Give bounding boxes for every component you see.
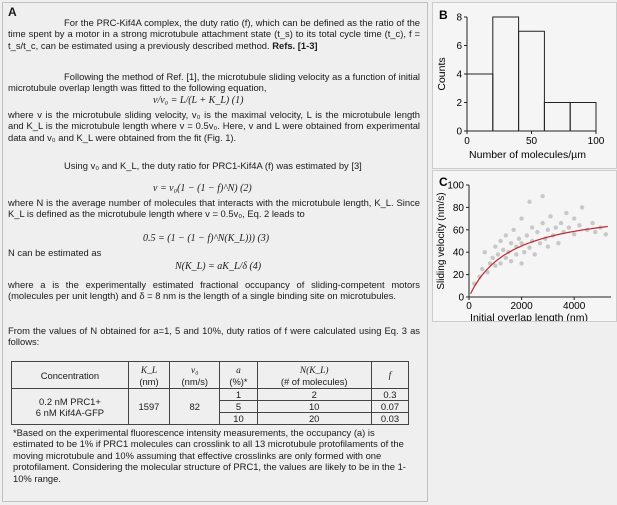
panel-label-a: A	[8, 5, 17, 19]
cell-a: 5	[220, 401, 257, 413]
x-axis-label: Initial overlap length (nm)	[470, 312, 588, 321]
data-point	[580, 205, 584, 209]
refs-link[interactable]: Refs. [1-3]	[272, 39, 318, 51]
data-point	[548, 214, 552, 218]
equation-3: 0.5 = (1 − (1 − f)^N(K_L))) (3)	[143, 233, 270, 244]
cell-v0: 82	[170, 389, 220, 425]
data-point	[533, 252, 537, 256]
data-point	[535, 230, 539, 234]
data-point	[530, 225, 534, 229]
data-point	[593, 230, 597, 234]
header-a: a (%)*	[220, 362, 257, 389]
data-point	[556, 241, 560, 245]
y-tick-label: 2	[456, 98, 462, 109]
data-point	[512, 228, 516, 232]
paragraph-method: Following the method of Ref. [1], the microtubule sliding velocity as a function of initial microtubule overlap length was fitted to the following equation,	[8, 71, 420, 94]
cell-n: 20	[257, 413, 371, 425]
data-point	[501, 248, 505, 252]
data-point	[564, 211, 568, 215]
panel-label-b: B	[439, 8, 448, 22]
y-axis-label: Counts	[436, 57, 448, 91]
histogram-bar	[467, 74, 493, 131]
paragraph-duty-ratio: For the PRC-Kif4A complex, the duty ratio (f), which can be defined as the ratio of the time spent by a motor in a strong microtubule attachment state (t_s) to its total cycle time (t_c), f = t_s/t_c, can be estimated using a previously described method. Refs. [1-3]	[8, 17, 420, 51]
data-point	[527, 200, 531, 204]
data-point	[527, 246, 531, 250]
y-tick-label: 100	[447, 180, 464, 192]
paragraph-n-estimate: N can be estimated as	[8, 247, 102, 258]
table-footnote: *Based on the experimental fluorescence intensity measurements, the occupancy (a) is estimated to be 1% if PRC1 molecules can crosslink to all 13 microtubule protofilaments of the moving microtubule and 10% assuming that effective crosslinks are only formed with one protofilament. Considering the molecular structure of PRC1, the values are likely to be in the 1-10% range.	[13, 427, 406, 484]
y-tick-label: 0	[458, 292, 464, 304]
y-tick-label: 0	[456, 126, 462, 138]
data-point	[498, 261, 502, 265]
cell-kl: 1597	[128, 389, 169, 425]
y-tick-label: 80	[452, 202, 464, 214]
data-point	[514, 252, 518, 256]
fit-curve	[471, 227, 608, 294]
cell-n: 10	[257, 401, 371, 413]
cell-f: 0.3	[371, 389, 408, 401]
panel-label-c: C	[439, 175, 448, 189]
data-point	[572, 216, 576, 220]
panel-a-text	[2, 2, 428, 502]
data-point	[538, 241, 542, 245]
data-point	[483, 250, 487, 254]
data-point	[546, 228, 550, 232]
panel-b-histogram	[432, 2, 617, 169]
data-point	[572, 232, 576, 236]
header-n: N(K_L) (# of molecules)	[257, 362, 371, 389]
data-point	[519, 261, 523, 265]
data-point	[498, 239, 502, 243]
data-point	[509, 259, 513, 263]
scatter-chart	[433, 171, 616, 321]
y-tick-label: 8	[456, 12, 462, 24]
header-kl: K_L (nm)	[128, 362, 169, 389]
cell-a: 1	[220, 389, 257, 401]
x-tick-label: 0	[464, 136, 470, 147]
cell-f: 0.03	[371, 413, 408, 425]
data-point	[490, 256, 494, 260]
x-tick-label: 4000	[563, 301, 586, 312]
x-axis-label: Number of molecules/µm	[469, 149, 586, 161]
data-point	[509, 241, 513, 245]
table-row	[12, 389, 409, 401]
histogram-chart	[433, 3, 616, 168]
paragraph-n-definition: where N is the average number of molecules that interacts with the microtubule length, K_L. Since K_L is defined as the microtubule length where v = 0.5v₀, Eq. 2 leads to	[8, 197, 420, 220]
header-v0: v₀ (nm/s)	[170, 362, 220, 389]
y-tick-label: 40	[452, 247, 464, 259]
duty-ratio-table	[11, 361, 409, 425]
data-point	[519, 216, 523, 220]
equation-4: N(K_L) = aK_L/δ (4)	[175, 261, 262, 272]
data-point	[546, 244, 550, 248]
header-concentration: Concentration	[12, 362, 129, 389]
data-point	[604, 232, 608, 236]
x-tick-label: 50	[525, 136, 538, 147]
data-point	[540, 221, 544, 225]
data-point	[525, 233, 529, 237]
y-axis-label: Sliding velocity (nm/s)	[436, 192, 447, 290]
y-tick-label: 60	[452, 225, 464, 237]
paragraph-occupancy: where a is the experimentally estimated fractional occupancy of sliding-competent motors (molecules per unit length) and δ = 8 nm is the length of a single binding site on microtubules.	[8, 279, 420, 302]
y-tick-label: 20	[452, 270, 464, 282]
data-point	[504, 256, 508, 260]
panel-c-scatter	[432, 170, 617, 322]
data-point	[493, 263, 497, 267]
equation-2: v = v₀(1 − (1 − f)^N) (2)	[153, 183, 252, 194]
data-point	[517, 237, 521, 241]
paragraph-variables: where v is the microtubule sliding velocity, v₀ is the maximal velocity, L is the microtubule length and K_L is the microtubule length where v = 0.5v₀. Here, v and L were obtained from experimental data and v₀ and K_L were obtained from the fit (Fig. 1).	[8, 109, 420, 143]
data-point	[522, 250, 526, 254]
x-tick-label: 0	[466, 301, 472, 312]
x-tick-label: 100	[587, 136, 605, 147]
histogram-bar	[544, 103, 570, 132]
data-point	[504, 233, 508, 237]
data-point	[540, 194, 544, 198]
cell-a: 10	[220, 413, 257, 425]
data-point	[493, 244, 497, 248]
histogram-bar	[570, 103, 596, 132]
x-tick-label: 2000	[510, 301, 533, 312]
data-point	[480, 267, 484, 271]
data-point	[559, 221, 563, 225]
data-point	[496, 252, 500, 256]
cell-n: 2	[257, 389, 371, 401]
y-tick-label: 4	[456, 69, 462, 81]
histogram-bar	[493, 17, 519, 131]
paragraph-using: Using v₀ and K_L, the duty ratio for PRC1-Kif4A (f) was estimated by [3]	[64, 160, 362, 171]
equation-1: v/v₀ = L/(L + K_L) (1)	[153, 95, 244, 106]
paragraph-results: From the values of N obtained for a=1, 5 and 10%, duty ratios of f were calculated using Eq. 3 as follows:	[8, 325, 420, 348]
data-point	[590, 221, 594, 225]
cell-f: 0.07	[371, 401, 408, 413]
data-point	[567, 225, 571, 229]
data-point	[554, 225, 558, 229]
data-point	[577, 223, 581, 227]
y-tick-label: 6	[456, 41, 462, 52]
cell-concentration: 0.2 nM PRC1+ 6 nM Kif4A-GFP	[12, 389, 129, 425]
histogram-bar	[519, 31, 545, 131]
header-f: f	[371, 362, 408, 389]
